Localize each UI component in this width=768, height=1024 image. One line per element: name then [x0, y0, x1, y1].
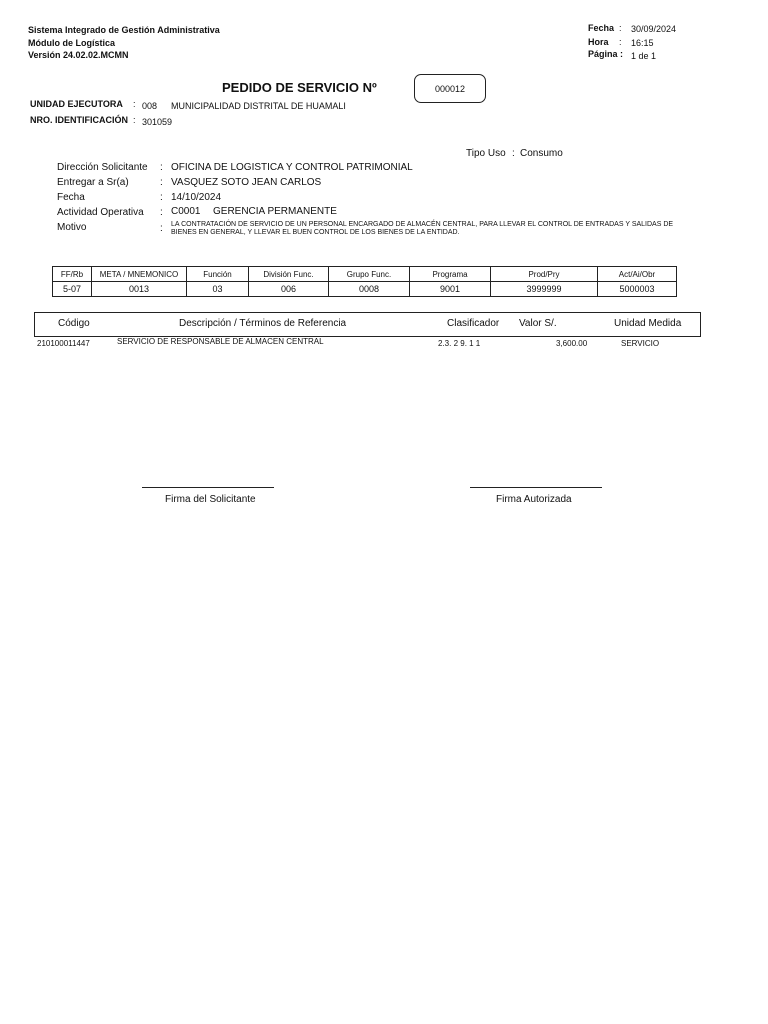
fecha-value: 14/10/2024 [171, 192, 222, 203]
direccion-label: Dirección Solicitante [57, 162, 148, 173]
fecha-label: Fecha [57, 192, 85, 203]
identificacion-value: 301059 [142, 117, 173, 127]
value-programa: 9001 [410, 282, 491, 297]
date-value: 30/09/2024 [631, 24, 677, 34]
detail-row-descripcion: SERVICIO DE RESPONSABLE DE ALMACEN CENTRAL [117, 337, 324, 346]
unidad-colon: : [133, 99, 136, 109]
tipo-uso-value: Consumo [520, 148, 563, 159]
time-value: 16:15 [631, 38, 654, 48]
time-label: Hora [588, 37, 609, 47]
fecha-colon: : [160, 192, 163, 203]
detail-header-codigo: Código [58, 318, 90, 329]
page-value: 1 de 1 [631, 51, 657, 61]
document-title: PEDIDO DE SERVICIO Nº [222, 80, 377, 95]
unidad-code: 008 [142, 101, 158, 111]
motivo-value: LA CONTRATACIÓN DE SERVICIO DE UN PERSONAL ENCARGADO DE ALMACÉN CENTRAL, PARA LLEVAR EL CONTROL DE ENTRADAS Y SALIDAS DE BIENES EN GENERAL, Y LLEVAR EL BUEN CONTROL DE LOS BIENES DE LA ENTIDAD. [171, 221, 674, 236]
tipo-uso-label: Tipo Uso [466, 148, 506, 159]
system-name: Sistema Integrado de Gestión Administrativa [28, 25, 220, 35]
direccion-value: OFICINA DE LOGISTICA Y CONTROL PATRIMONIAL [171, 162, 413, 173]
header-prod-pry: Prod/Pry [491, 267, 598, 282]
signature-line-autorizada [470, 487, 602, 488]
signature-autorizada-label: Firma Autorizada [496, 494, 572, 505]
actividad-value: GERENCIA PERMANENTE [213, 206, 337, 217]
module-name: Módulo de Logística [28, 38, 115, 48]
value-division: 006 [249, 282, 329, 297]
order-number-box [414, 74, 486, 103]
entregar-colon: : [160, 177, 163, 188]
value-meta: 0013 [92, 282, 187, 297]
value-act-ai-obr: 5000003 [598, 282, 677, 297]
identificacion-colon: : [133, 115, 136, 125]
detail-header-valor: Valor S/. [519, 318, 557, 329]
date-colon: : [619, 23, 622, 33]
header-programa: Programa [410, 267, 491, 282]
detail-row-clasificador: 2.3. 2 9. 1 1 [438, 339, 481, 348]
actividad-label: Actividad Operativa [57, 207, 144, 218]
value-grupo: 0008 [329, 282, 410, 297]
signature-solicitante-label: Firma del Solicitante [165, 494, 256, 505]
header-division: División Func. [249, 267, 329, 282]
motivo-colon: : [160, 223, 163, 234]
entregar-label: Entregar a Sr(a) [57, 177, 129, 188]
time-colon: : [619, 37, 622, 47]
actividad-colon: : [160, 207, 163, 218]
tipo-uso-colon: : [512, 148, 515, 159]
value-prod-pry: 3999999 [491, 282, 598, 297]
order-number: 000012 [434, 83, 466, 94]
classification-table [52, 266, 677, 297]
signature-line-solicitante [142, 487, 274, 488]
page-label: Página : [588, 49, 624, 59]
detail-header-unidad: Unidad Medida [614, 318, 682, 329]
entregar-value: VASQUEZ SOTO JEAN CARLOS [171, 177, 322, 188]
header-ff-rb: FF/Rb [53, 267, 92, 282]
unidad-name: MUNICIPALIDAD DISTRITAL DE HUAMALI [171, 101, 346, 111]
classification-value-row [53, 282, 677, 297]
actividad-code: C0001 [171, 206, 201, 217]
detail-row-valor: 3,600.00 [556, 339, 588, 348]
date-label: Fecha [588, 23, 615, 33]
detail-header-descripcion: Descripción / Términos de Referencia [179, 318, 347, 329]
detail-header-clasificador: Clasificador [447, 318, 500, 329]
unidad-label: UNIDAD EJECUTORA [30, 99, 123, 109]
detail-header-box [34, 312, 701, 337]
header-funcion: Función [187, 267, 249, 282]
value-funcion: 03 [187, 282, 249, 297]
value-ff-rb: 5-07 [53, 282, 92, 297]
header-act-ai-obr: Act/Ai/Obr [598, 267, 677, 282]
detail-row-unidad: SERVICIO [621, 339, 660, 348]
identificacion-label: NRO. IDENTIFICACIÓN [30, 115, 128, 125]
version: Versión 24.02.02.MCMN [28, 50, 129, 60]
motivo-label: Motivo [57, 222, 87, 233]
classification-header-row [53, 267, 677, 282]
detail-row-codigo: 210100011447 [37, 339, 90, 348]
header-meta: META / MNEMONICO [92, 267, 187, 282]
direccion-colon: : [160, 162, 163, 173]
header-grupo: Grupo Func. [329, 267, 410, 282]
